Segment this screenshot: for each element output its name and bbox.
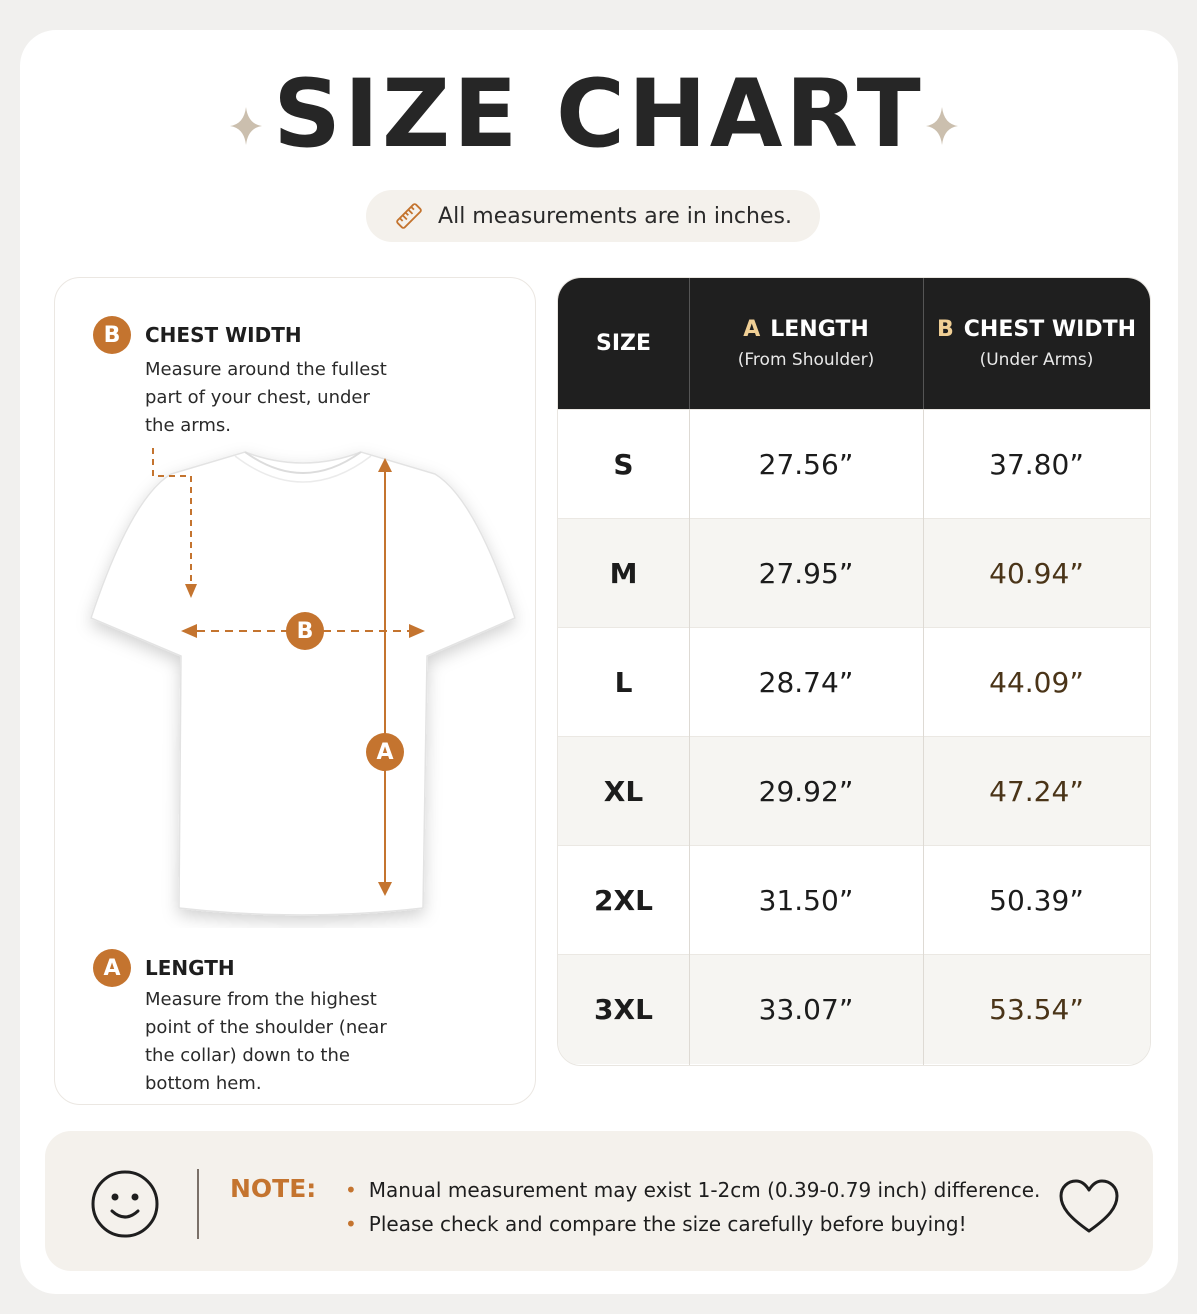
chest-instructions: Measure around the fullest part of your chest, under the arms. — [145, 359, 387, 436]
length-badge: A — [93, 949, 131, 987]
chest-cell: 53.54” — [989, 993, 1084, 1026]
length-heading: LENGTH — [145, 956, 235, 980]
size-cell: S — [613, 448, 634, 481]
size-cell: M — [609, 557, 638, 590]
length-cell: 31.50” — [758, 884, 854, 917]
chest-cell: 37.80” — [989, 448, 1084, 481]
header-length — [689, 278, 923, 409]
size-cell: XL — [603, 775, 644, 808]
table-row — [558, 845, 1150, 955]
header-length-label: LENGTH — [770, 317, 869, 342]
size-table — [557, 277, 1151, 1066]
length-marker: A — [366, 733, 404, 771]
chest-heading: CHEST WIDTH — [145, 323, 302, 347]
length-cell: 28.74” — [758, 666, 854, 699]
note-line: • Manual measurement may exist 1-2cm (0.39-0.79 inch) difference. — [345, 1178, 1041, 1202]
chest-cell: 44.09” — [989, 666, 1084, 699]
note-line: • Please check and compare the size carefully before buying! — [345, 1212, 967, 1236]
size-cell: 3XL — [594, 993, 653, 1026]
table-row — [558, 736, 1150, 846]
tshirt-illustration — [55, 438, 535, 928]
title-area — [0, 60, 1197, 170]
page-title: SIZE CHART — [273, 60, 924, 169]
chest-cell: 40.94” — [989, 557, 1084, 590]
table-header — [558, 278, 1150, 409]
length-instructions: Measure from the highest point of the shoulder (near the collar) down to the bottom hem. — [145, 989, 387, 1094]
note-label: NOTE: — [230, 1174, 317, 1203]
length-cell: 27.56” — [758, 448, 854, 481]
note-banner — [45, 1131, 1153, 1271]
units-text: All measurements are in inches. — [438, 203, 792, 229]
length-cell: 33.07” — [758, 993, 854, 1026]
chest-badge: B — [93, 316, 131, 354]
table-row — [558, 954, 1150, 1064]
header-divider — [689, 278, 690, 409]
chest-cell: 47.24” — [989, 775, 1084, 808]
ruler-icon — [394, 201, 424, 231]
measurement-diagram-panel — [54, 277, 536, 1105]
units-pill — [366, 190, 820, 242]
header-divider — [923, 278, 924, 409]
table-row — [558, 409, 1150, 519]
header-chest-sub: (Under Arms) — [979, 350, 1094, 370]
table-row — [558, 518, 1150, 628]
note-divider — [197, 1169, 199, 1239]
header-length-sub: (From Shoulder) — [737, 350, 875, 370]
header-chest-label: CHEST WIDTH — [963, 317, 1136, 342]
size-cell: L — [614, 666, 633, 699]
length-cell: 27.95” — [758, 557, 854, 590]
heart-icon — [1059, 1179, 1119, 1235]
sparkle-icon-right — [926, 107, 958, 145]
header-chest-letter: B — [936, 317, 954, 342]
table-row — [558, 627, 1150, 737]
smiley-icon — [90, 1169, 160, 1239]
header-chest — [923, 278, 1150, 409]
header-length-letter: A — [743, 317, 761, 342]
size-cell: 2XL — [594, 884, 653, 917]
header-size: SIZE — [595, 331, 651, 356]
length-cell: 29.92” — [758, 775, 854, 808]
chest-marker: B — [286, 612, 324, 650]
chest-cell: 50.39” — [989, 884, 1084, 917]
